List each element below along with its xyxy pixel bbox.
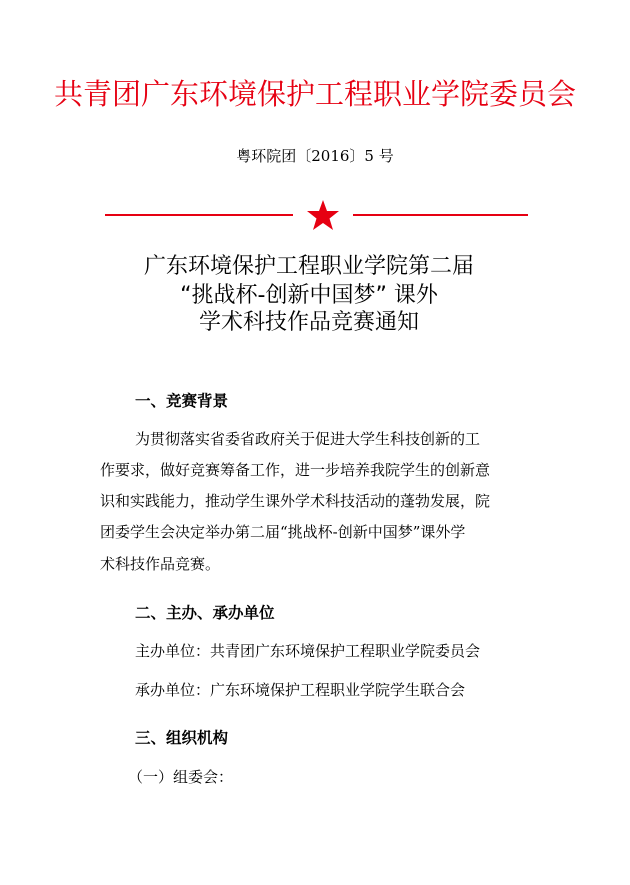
organizer-unit-line: 承办单位：广东环境保护工程职业学院学生联合会 [135,681,466,699]
notice-title-line-1: 广东环境保护工程职业学院第二届 [143,254,474,279]
body-line: 术科技作品竞赛。 [100,555,221,573]
body-line: 识和实践能力，推动学生课外学术科技活动的蓬勃发展，院 [100,492,491,510]
section-2-heading: 二、主办、承办单位 [135,604,275,622]
notice-title-line-2: “挑战杯-创新中国梦” 课外 [180,283,438,308]
body-line: 团委学生会决定举办第二届“挑战杯-创新中国梦”课外学 [100,523,466,541]
host-unit-line: 主办单位：共青团广东环境保护工程职业学院委员会 [135,642,481,660]
issuing-organization-header: 共青团广东环境保护工程职业学院委员会 [53,77,576,111]
section-3-heading: 三、组织机构 [135,729,229,747]
notice-title-line-3: 学术科技作品竞赛通知 [198,310,419,335]
red-divider-right [353,214,528,216]
red-divider-left [105,214,293,216]
body-line: 为贯彻落实省委省政府关于促进大学生科技创新的工 [135,430,481,448]
subsection-organizing-committee: （一）组委会： [128,768,234,786]
section-1-heading: 一、竞赛背景 [135,392,229,410]
document-number: 粤环院团〔2016〕5 号 [236,147,394,165]
body-line: 作要求，做好竞赛筹备工作，进一步培养我院学生的创新意 [100,461,491,479]
red-star-icon [306,199,340,231]
